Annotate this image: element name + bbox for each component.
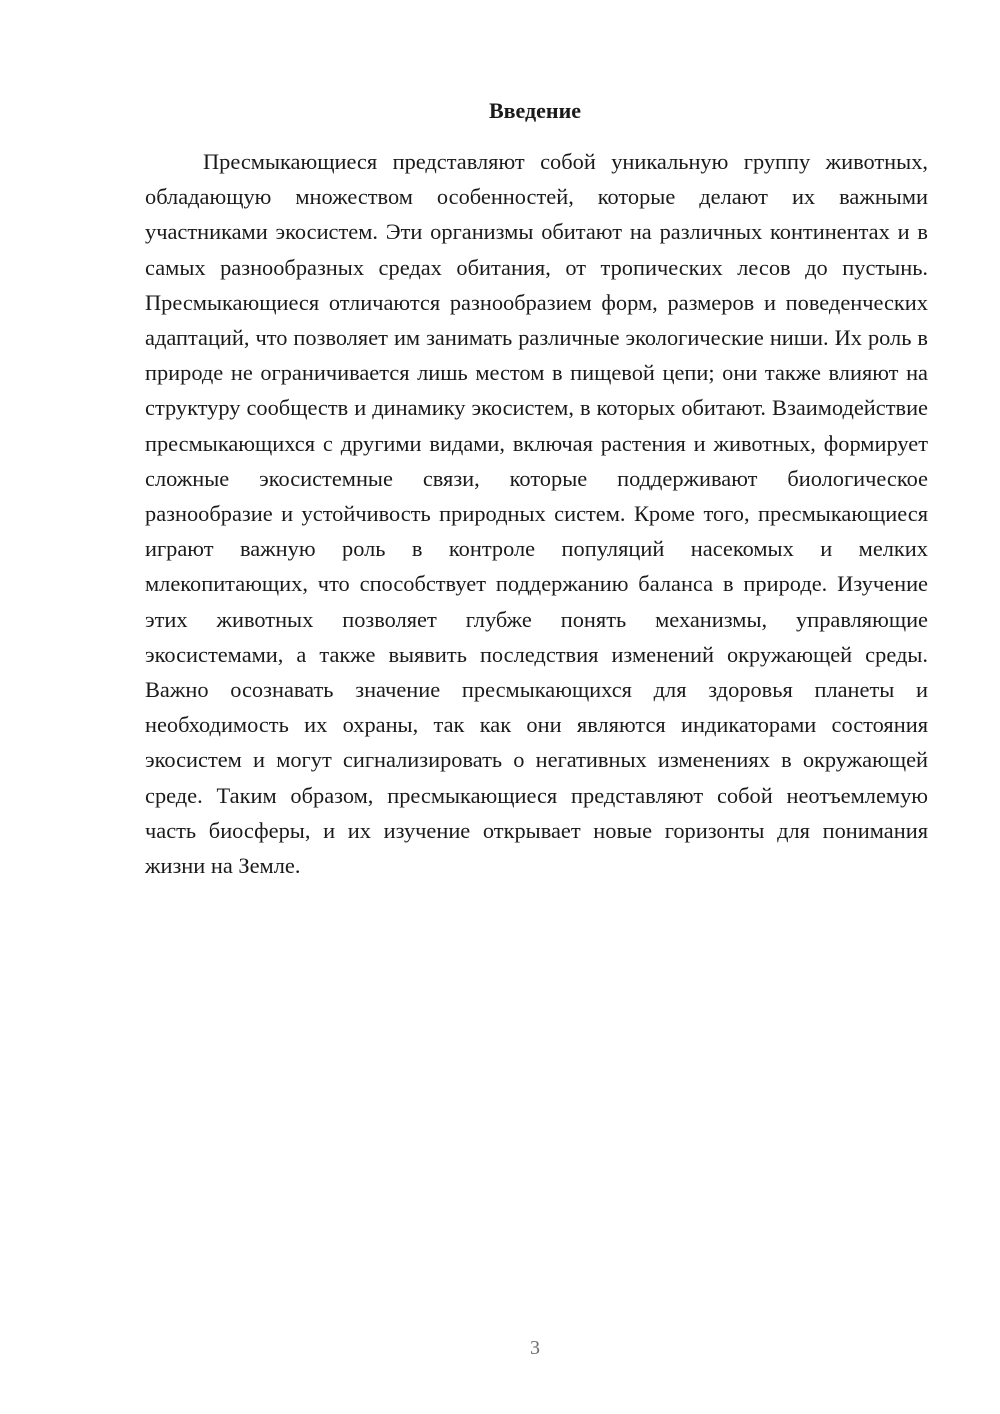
page-number: 3 <box>530 1337 540 1359</box>
body-paragraph: Пресмыкающиеся представляют собой уникальную группу животных, обладающую множеством особенностей, которые делают их важными участниками экосистем. Эти организмы обитают на различных континентах и в самых разнообразных средах обитания, от тропических лесов до пустынь. Пресмыкающиеся отличаются разнообразием форм, размеров и поведенческих адаптаций, что позволяет им занимать различные экологические ниши. Их роль в природе не ограничивается лишь местом в пищевой цепи; они также влияют на структуру сообществ и динамику экосистем, в которых обитают. Взаимодействие пресмыкающихся с другими видами, включая растения и животных, формирует сложные экосистемные связи, которые поддерживают биологическое разнообразие и устойчивость природных систем. Кроме того, пресмыкающиеся играют важную роль в контроле популяций насекомых и мелких млекопитающих, что способствует поддержанию баланса в природе. Изучение этих животных позволяет глубже понять механизмы, управляющие экосистемами, а также выявить последствия изменений окружающей среды. Важно осознавать значение пресмыкающихся для здоровья планеты и необходимость их охраны, так как они являются индикаторами состояния экосистем и могут сигнализировать о негативных изменениях в окружающей среде. Таким образом, пресмыкающиеся представляют собой неотъемлемую часть биосферы, и их изучение открывает новые горизонты для понимания жизни на Земле. <box>145 149 928 879</box>
section-title: Введение <box>488 98 582 123</box>
